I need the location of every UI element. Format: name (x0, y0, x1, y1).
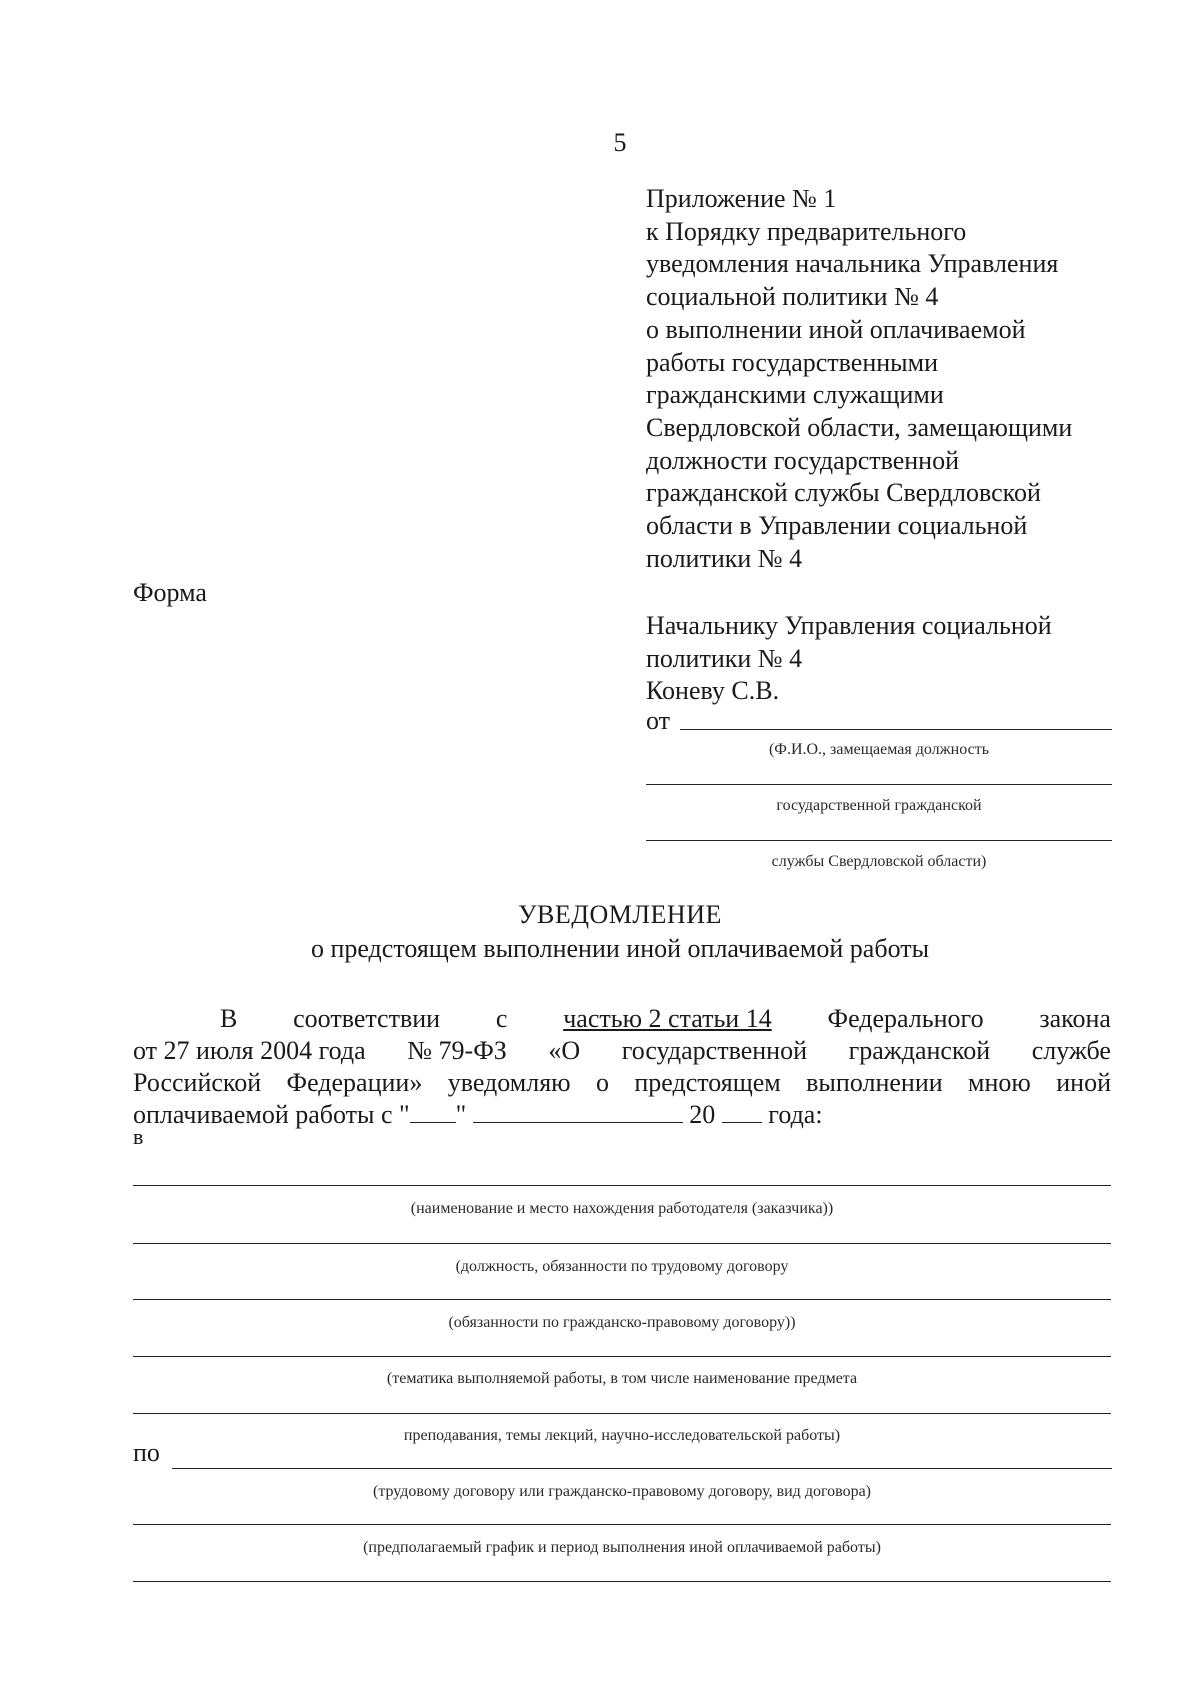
year-field[interactable] (722, 1100, 762, 1123)
body-line-2 (133, 1036, 1111, 1066)
duties-field[interactable] (133, 1299, 1111, 1300)
from-caption: государственной гражданской (776, 797, 982, 814)
from-caption: службы Свердловской области) (771, 853, 987, 870)
field-caption: (предполагаемый график и период выполнения иной оплачиваемой работы) (363, 1539, 881, 1556)
body-word: Российской (133, 1068, 262, 1097)
body-word: Федерального (827, 1004, 984, 1033)
body-word: мною (968, 1068, 1031, 1097)
from-service-field[interactable] (646, 840, 1112, 841)
page-number: 5 (613, 128, 627, 157)
in-label: в (133, 1124, 144, 1149)
extra-field[interactable] (133, 1581, 1111, 1582)
work-topic-field[interactable] (133, 1356, 1111, 1357)
schedule-field[interactable] (133, 1524, 1111, 1525)
body-word: Федерации» (286, 1068, 423, 1097)
field-caption: преподавания, темы лекций, научно-исследовательской работы) (403, 1427, 841, 1444)
body-word: № 79-ФЗ (407, 1036, 507, 1065)
year-prefix: 20 (689, 1100, 716, 1129)
body-line-4 (133, 1100, 1111, 1130)
form-label: Форма (133, 578, 207, 607)
body-word: «О (548, 1036, 581, 1065)
notice-title: УВЕДОМЛЕНИЕ (518, 900, 722, 929)
contract-type-field[interactable] (172, 1468, 1112, 1469)
subject-field[interactable] (133, 1413, 1111, 1414)
recipient-line: Коневу С.В. (646, 676, 780, 706)
from-name-field[interactable] (680, 729, 1112, 730)
recipient-line: политики № 4 (646, 643, 803, 673)
appendix-line: Приложение № 1 (646, 184, 837, 213)
body-text: " (455, 1100, 467, 1129)
from-label: от (646, 706, 671, 735)
appendix-line: области в Управлении социальной (646, 511, 1028, 541)
appendix-line: гражданскими служащими (646, 380, 944, 410)
law-article-link[interactable]: частью 2 статьи 14 (563, 1004, 772, 1033)
month-field[interactable] (473, 1100, 683, 1123)
day-field[interactable] (410, 1100, 456, 1123)
appendix-line: должности государственной (646, 445, 960, 475)
body-word: уведомляю (447, 1068, 571, 1097)
field-caption: (трудовому договору или гражданско-правовому договору, вид договора) (372, 1483, 871, 1500)
body-line-3 (133, 1068, 1111, 1098)
body-text: оплачиваемой работы с " (133, 1100, 410, 1129)
body-word: гражданской (848, 1036, 991, 1065)
body-word: соответствии (293, 1004, 441, 1033)
appendix-line: к Порядку предварительного (646, 216, 967, 246)
po-label: по (133, 1438, 160, 1467)
notice-subtitle: о предстоящем выполнении иной оплачиваемой работы (310, 934, 930, 963)
appendix-line: уведомления начальника Управления (646, 249, 1059, 279)
body-word: от 27 июля 2004 года (133, 1036, 366, 1065)
field-caption: (должность, обязанности по трудовому договору (455, 1258, 789, 1275)
field-caption: (тематика выполняемой работы, в том числе наименование предмета (386, 1370, 858, 1387)
body-word: иной (1056, 1068, 1111, 1097)
appendix-line: гражданской службы Свердловской (646, 478, 1041, 508)
field-caption: (обязанности по гражданско-правовому договору)) (448, 1314, 796, 1331)
from-caption: (Ф.И.О., замещаемая должность (768, 741, 990, 758)
body-text: года: (768, 1100, 823, 1129)
body-word: закона (1039, 1004, 1111, 1033)
from-position-field[interactable] (646, 784, 1112, 785)
body-word: предстоящем (634, 1068, 781, 1097)
appendix-header (646, 183, 1146, 575)
appendix-line: политики № 4 (646, 543, 803, 573)
appendix-line: о выполнении иной оплачиваемой (646, 314, 1026, 344)
body-word: государственной (621, 1036, 807, 1065)
employer-field[interactable] (133, 1185, 1111, 1186)
position-field[interactable] (133, 1243, 1111, 1244)
body-word: с (495, 1004, 508, 1033)
body-word: выполнении (806, 1068, 943, 1097)
appendix-line: работы государственными (646, 347, 938, 377)
appendix-line: Свердловской области, замещающими (646, 412, 1073, 442)
body-line-1 (133, 1004, 1111, 1034)
field-caption: (наименование и место нахождения работодателя (заказчика)) (410, 1200, 834, 1217)
appendix-line: социальной политики № 4 (646, 282, 939, 312)
recipient-block (646, 610, 1146, 708)
body-word: В (220, 1004, 238, 1033)
recipient-line: Начальнику Управления социальной (646, 611, 1052, 640)
body-word: службе (1031, 1036, 1111, 1065)
body-word: о (595, 1068, 609, 1097)
